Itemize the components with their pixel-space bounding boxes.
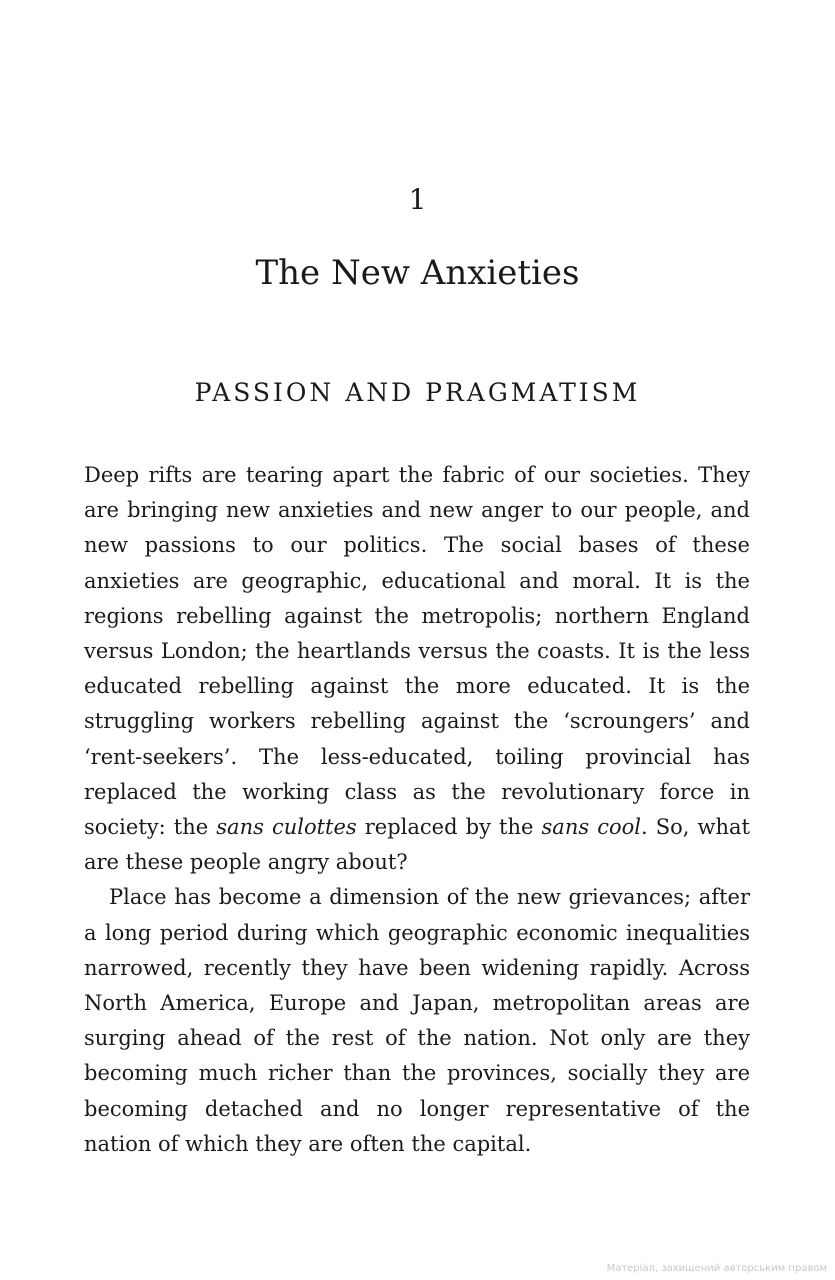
chapter-number: 1 bbox=[408, 183, 427, 216]
paragraph-1-text-b: replaced by the bbox=[356, 815, 542, 840]
paragraph-1-text-a: Deep rifts are tearing apart the fabric of our societies. They are bringing new anxieties and new anger to our people, and new passions to our politics. The social bases of these anxieties are geographic, educational and moral. It is the regions rebelling against the metropolis; northern England versus London; the heartlands versus the coasts. It is the less educated rebelling against the more educated. It is the struggling workers rebelling against the ‘scroungers’ and ‘rent-seekers’. The less-educated, toiling provincial has replaced the working class as the revolutionary force in society: the bbox=[84, 463, 750, 840]
paragraph-1 bbox=[84, 458, 750, 880]
italic-phrase-sans-cool: sans cool bbox=[541, 815, 641, 840]
paragraph-2: Place has become a dimension of the new grievances; after a long period during which geographic economic inequalities narrowed, recently they have been widening rapidly. Across North America, Europe and Japan, metropolitan areas are surging ahead of the rest of the nation. Not only are they becoming much richer than the provinces, socially they are becoming detached and no longer representative of the nation of which they are often the capital. bbox=[84, 885, 750, 1156]
copyright-watermark: Матеріал, захищений авторським правом bbox=[606, 1263, 827, 1274]
body-text bbox=[84, 458, 750, 1162]
italic-phrase-sans-culottes: sans culottes bbox=[216, 815, 357, 840]
section-title: PASSION AND PRAGMATISM bbox=[194, 378, 641, 407]
chapter-title: The New Anxieties bbox=[255, 253, 580, 293]
paragraph-1-text-c: . So, what are these people angry about? bbox=[84, 815, 750, 875]
